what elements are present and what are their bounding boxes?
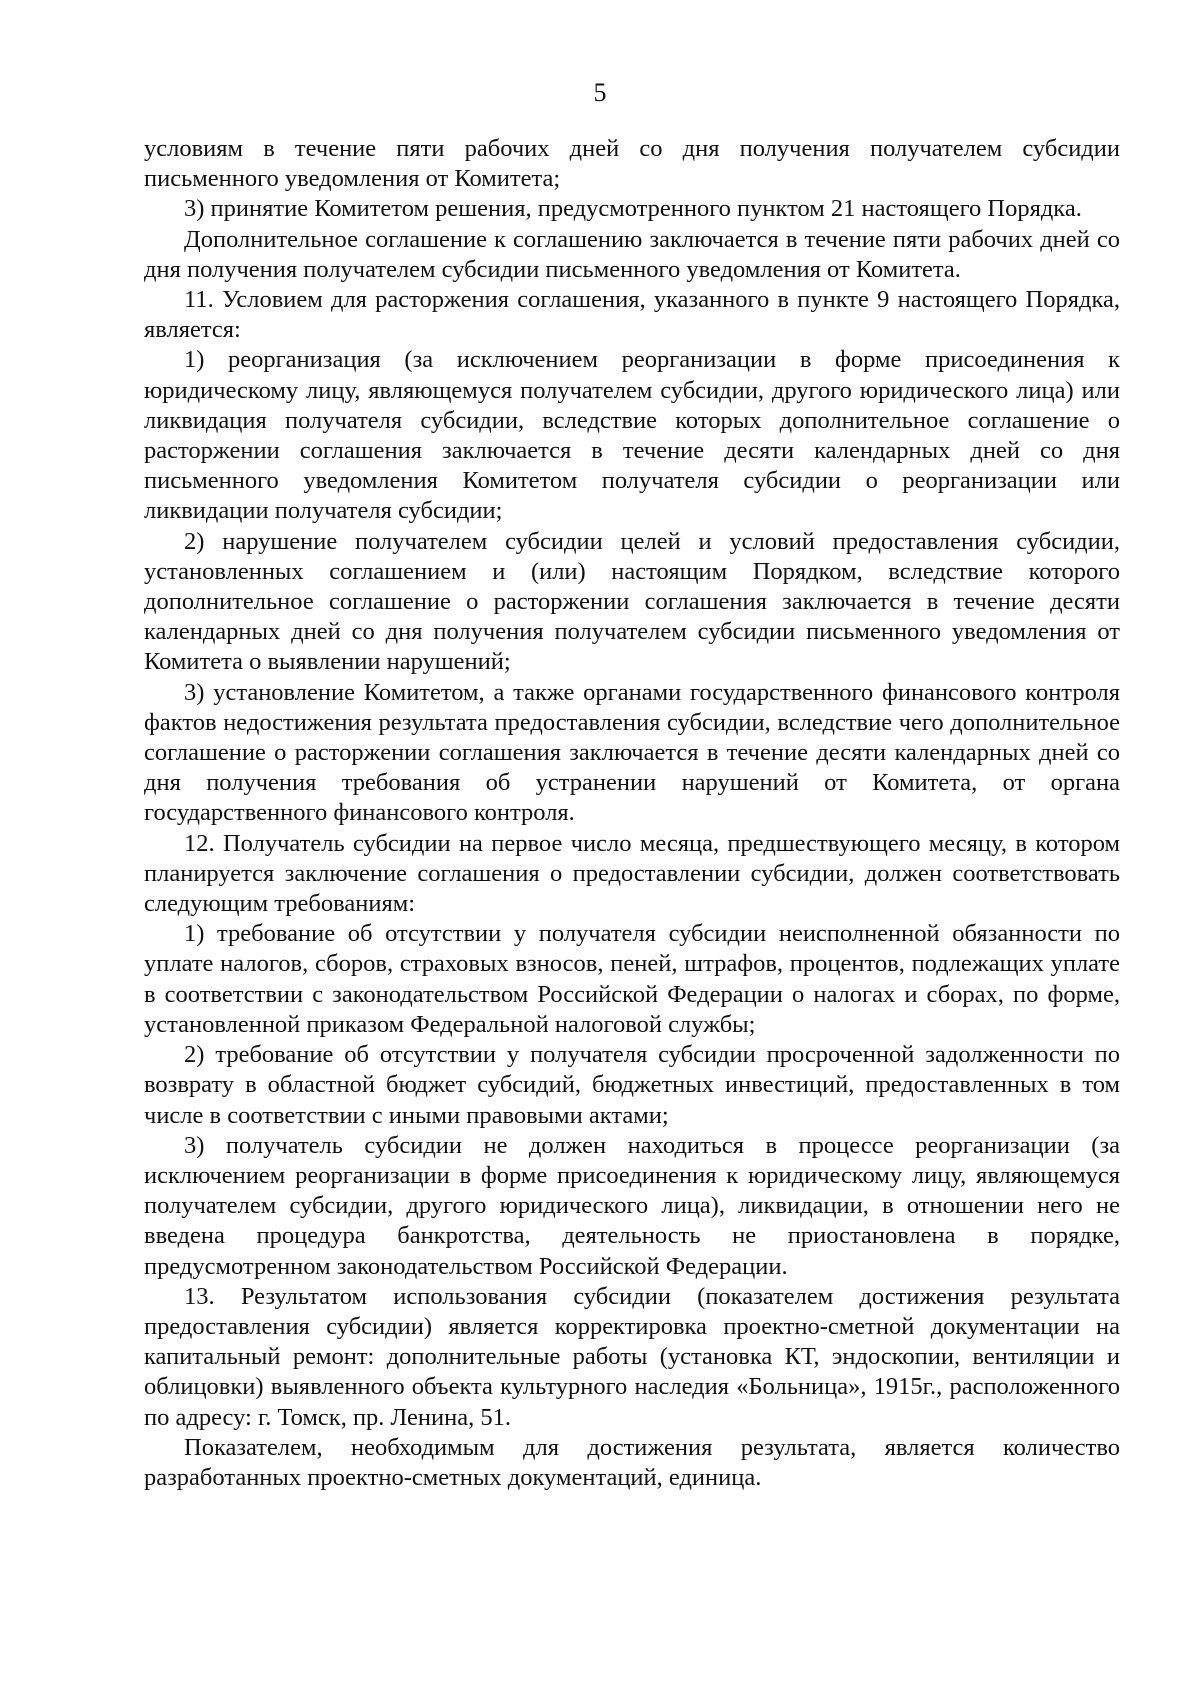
paragraph-item-11-1: 1) реорганизация (за исключением реорганизации в форме присоединения к юридическому лицу, являющемуся получателем субсидии, другого юридического лица) или ликвидация получателя субсидии, вследствие которых дополнительное соглашение о расторжении соглашения заключается в течение десяти календарных дней со дня письменного уведомления Комитетом получателя субсидии о реорганизации или ликвидации получателя субсидии; xyxy=(144,346,1120,525)
paragraph-item-12-2: 2) требование об отсутствии у получателя субсидии просроченной задолженности по возврату в областной бюджет субсидий, бюджетных инвестиций, предоставленных в том числе в соответствии с иными правовыми актами; xyxy=(144,1041,1120,1129)
paragraph-additional-agreement: Дополнительное соглашение к соглашению заключается в течение пяти рабочих дней со дня получения получателем субсидии письменного уведомления от Комитета. xyxy=(144,225,1120,283)
document-body xyxy=(144,134,1120,1493)
paragraph-continuation: условиям в течение пяти рабочих дней со дня получения получателем субсидии письменного уведомления от Комитета; xyxy=(144,135,1120,193)
paragraph-item-11-3: 3) установление Комитетом, а также органами государственного финансового контроля фактов недостижения результата предоставления субсидии, вследствие чего дополнительное соглашение о расторжении соглашения заключается в течение десяти календарных дней со дня получения требования об устранении нарушений от Комитета, от органа государственного финансового контроля. xyxy=(144,678,1120,827)
paragraph-item-12-1: 1) требование об отсутствии у получателя субсидии неисполненной обязанности по уплате налогов, сборов, страховых взносов, пеней, штрафов, процентов, подлежащих уплате в соответствии с законодательством Российской Федерации о налогах и сборах, по форме, установленной приказом Федеральной налоговой службы; xyxy=(144,920,1120,1038)
paragraph-indicator: Показателем, необходимым для достижения результата, является количество разработанных проектно-сметных документаций, единица. xyxy=(144,1433,1120,1491)
paragraph-item-11-2: 2) нарушение получателем субсидии целей и условий предоставления субсидии, установленных соглашением и (или) настоящим Порядком, вследствие которого дополнительное соглашение о расторжении соглашения заключается в течение десяти календарных дней со дня получения получателем субсидии письменного уведомления от Комитета о выявлении нарушений; xyxy=(144,527,1120,676)
paragraph-clause-12: 12. Получатель субсидии на первое число месяца, предшествующего месяцу, в котором планируется заключение соглашения о предоставлении субсидии, должен соответствовать следующим требованиям: xyxy=(144,829,1120,918)
paragraph-item-12-3: 3) получатель субсидии не должен находиться в процессе реорганизации (за исключением реорганизации в форме присоединения к юридическому лицу, являющемуся получателем субсидии, другого юридического лица), ликвидации, в отношении него не введена процедура банкротства, деятельность не приостановлена в порядке, предусмотренном законодательством Российской Федерации. xyxy=(144,1131,1120,1280)
paragraph-clause-13: 13. Результатом использования субсидии (показателем достижения результата предоставления субсидии) является корректировка проектно-сметной документации на капитальный ремонт: дополнительные работы (установка КТ, эндоскопии, вентиляции и облицовки) выявленного объекта культурного наследия «Больница», 1915г., расположенного по адресу: г. Томск, пр. Ленина, 51. xyxy=(144,1282,1120,1431)
paragraph-clause-11: 11. Условием для расторжения соглашения, указанного в пункте 9 настоящего Порядка, является: xyxy=(144,286,1120,344)
paragraph-item-10-3: 3) принятие Комитетом решения, предусмотренного пунктом 21 настоящего Порядка. xyxy=(184,195,1082,223)
page-number: 5 xyxy=(593,78,607,107)
